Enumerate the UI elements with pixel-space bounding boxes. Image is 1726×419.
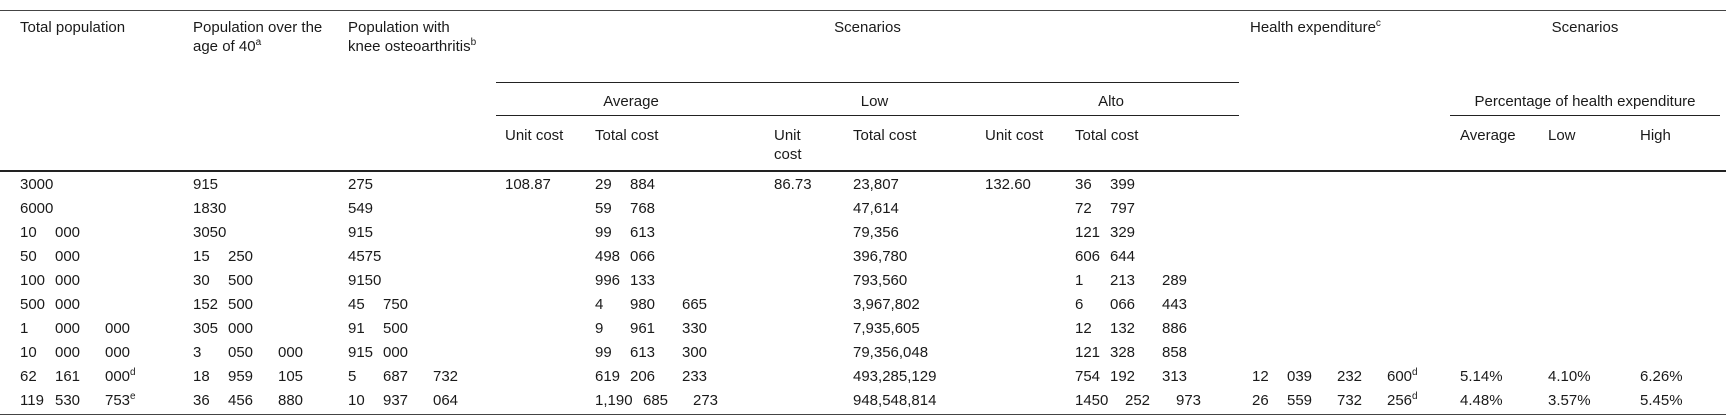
table-row: [0, 343, 1726, 367]
number-group: 559: [1287, 392, 1313, 409]
header-bottom-rule: [0, 170, 1726, 172]
cell-low-total: 793,560: [853, 272, 908, 289]
table-row: [0, 319, 1726, 343]
number-group: 619: [595, 368, 621, 385]
number-group: 328: [1110, 344, 1136, 361]
footnote-marker-c: c: [1375, 18, 1381, 29]
number-group: 30: [193, 272, 210, 289]
number-group: 289: [1162, 272, 1188, 289]
number-group: 161: [55, 368, 81, 385]
number-group: 880: [278, 392, 304, 409]
number-group: 59: [595, 200, 612, 217]
number-group: 500: [20, 296, 46, 313]
number-group: 644: [1110, 248, 1136, 265]
number-group: 613: [630, 344, 656, 361]
number-group: 685: [643, 392, 669, 409]
number-group: 233: [682, 368, 708, 385]
number-group: 99: [595, 344, 612, 361]
cell-low-total: 47,614: [853, 200, 899, 217]
number-group: 000: [55, 320, 81, 337]
number-group: 36: [1075, 176, 1092, 193]
table-row: [0, 271, 1726, 295]
number-group: 050: [228, 344, 254, 361]
header-total-cost-low: Total cost: [853, 127, 917, 144]
number-group: 443: [1162, 296, 1188, 313]
number-group: 119: [20, 392, 44, 409]
number-group: 973: [1176, 392, 1202, 409]
number-group: 72: [1075, 200, 1092, 217]
number-group: 10: [348, 392, 365, 409]
header-scenarios: Scenarios: [834, 19, 901, 36]
footnote-marker-b: b: [470, 37, 477, 48]
pct-group-rule: [1450, 115, 1720, 116]
number-group: 12: [1075, 320, 1092, 337]
header-low: Low: [860, 93, 889, 110]
number-group: 600$^d$: [1387, 367, 1418, 385]
number-group: 6000: [20, 200, 54, 217]
number-group: 732: [433, 368, 459, 385]
number-group: 000: [55, 344, 81, 361]
number-group: 91: [348, 320, 365, 337]
header-pop-over-40-text: Population over the age of 40: [193, 19, 323, 55]
footnote-marker: d: [130, 367, 136, 378]
number-group: 1,190: [595, 392, 633, 409]
number-group: 000: [383, 344, 409, 361]
number-group: 754: [1075, 368, 1101, 385]
number-group: 000: [105, 320, 131, 337]
number-group: 232: [1337, 368, 1363, 385]
number-group: 1: [1075, 272, 1084, 289]
number-group: 192: [1110, 368, 1136, 385]
cell-low-total: 493,285,129: [853, 368, 937, 385]
number-group: 000: [278, 344, 304, 361]
number-group: 330: [682, 320, 708, 337]
number-group: 15: [193, 248, 210, 265]
number-group: 256$^d$: [1387, 391, 1418, 409]
number-group: 206: [630, 368, 656, 385]
cell-low-total: 23,807: [853, 176, 899, 193]
header-unit-cost-average: Unit cost: [505, 127, 564, 144]
number-group: 750: [383, 296, 409, 313]
footnote-marker: d: [1412, 391, 1418, 402]
header-health-expenditure: [1250, 18, 1381, 37]
header-unit-cost-alto: Unit cost: [985, 127, 1044, 144]
table-bottom-rule: [0, 414, 1726, 415]
table-row: [0, 175, 1726, 199]
footnote-marker-a: a: [255, 37, 262, 48]
number-group: 12: [1252, 368, 1269, 385]
number-group: 961: [630, 320, 656, 337]
number-group: 937: [383, 392, 409, 409]
number-group: 99: [595, 224, 612, 241]
number-group: 884: [630, 176, 656, 193]
cell-pct-high: 6.26%: [1640, 368, 1683, 385]
number-group: 313: [1162, 368, 1188, 385]
header-pct-health: Percentage of health expenditure: [1474, 93, 1696, 110]
header-total-cost-alto: Total cost: [1075, 127, 1139, 144]
number-group: 980: [630, 296, 656, 313]
number-group: 1830: [193, 200, 227, 217]
header-pct-high: High: [1640, 127, 1671, 144]
number-group: 000: [55, 272, 81, 289]
cell-pct-average: 5.14%: [1460, 368, 1503, 385]
header-pop-over-40: [193, 18, 333, 56]
cell-pct-low: 3.57%: [1548, 392, 1591, 409]
number-group: 45: [348, 296, 365, 313]
number-group: 305: [193, 320, 219, 337]
number-group: 613: [630, 224, 656, 241]
number-group: 000: [55, 224, 81, 241]
number-group: 797: [1110, 200, 1136, 217]
number-group: 152: [193, 296, 219, 313]
number-group: 549: [348, 200, 374, 217]
number-group: 530: [55, 392, 81, 409]
header-average: Average: [603, 93, 659, 110]
number-group: 915: [348, 344, 374, 361]
header-alto: Alto: [1098, 93, 1124, 110]
scenarios-rule: [496, 82, 1239, 83]
number-group: 3050: [193, 224, 227, 241]
table-row: [0, 199, 1726, 223]
number-group: 665: [682, 296, 708, 313]
table-row: [0, 223, 1726, 247]
table-row: [0, 295, 1726, 319]
number-group: 500: [383, 320, 409, 337]
header-total-population: Total population: [20, 19, 126, 36]
number-group: 10: [20, 224, 37, 241]
number-group: 1450: [1075, 392, 1109, 409]
cell-pct-low: 4.10%: [1548, 368, 1591, 385]
number-group: 273: [693, 392, 719, 409]
number-group: 329: [1110, 224, 1136, 241]
cell-low-total: 948,548,814: [853, 392, 937, 409]
number-group: 915: [348, 224, 374, 241]
number-group: 456: [228, 392, 254, 409]
number-group: 1: [20, 320, 29, 337]
number-group: 250: [228, 248, 254, 265]
header-pct-average: Average: [1460, 127, 1516, 144]
number-group: 275: [348, 176, 374, 193]
header-pop-knee-text: Population with knee osteoarthritis: [348, 19, 471, 55]
number-group: 000: [55, 296, 81, 313]
number-group: 29: [595, 176, 612, 193]
number-group: 121: [1075, 224, 1101, 241]
table-row: [0, 367, 1726, 391]
number-group: 064: [433, 392, 459, 409]
number-group: 886: [1162, 320, 1188, 337]
number-group: 498: [595, 248, 621, 265]
number-group: 915: [193, 176, 219, 193]
header-pct-low: Low: [1548, 127, 1576, 144]
number-group: 687: [383, 368, 409, 385]
header-health-expenditure-text: Health expenditure: [1250, 19, 1376, 36]
cell-low-total: 79,356: [853, 224, 899, 241]
number-group: 252: [1125, 392, 1151, 409]
number-group: 50: [20, 248, 37, 265]
number-group: 18: [193, 368, 210, 385]
number-group: 000: [228, 320, 254, 337]
header-scenarios-right: Scenarios: [1551, 19, 1619, 36]
table-row: [0, 247, 1726, 271]
number-group: 500: [228, 296, 254, 313]
number-group: 105: [278, 368, 304, 385]
number-group: 300: [682, 344, 708, 361]
header-unit-cost-low: Unit cost: [774, 127, 802, 163]
header-pop-knee: [348, 18, 483, 56]
unit-cost-alto: 132.60: [985, 176, 1031, 193]
number-group: 213: [1110, 272, 1136, 289]
number-group: 066: [630, 248, 656, 265]
cell-low-total: 3,967,802: [853, 296, 920, 313]
number-group: 000: [55, 248, 81, 265]
number-group: 132: [1110, 320, 1136, 337]
number-group: 9: [595, 320, 604, 337]
number-group: 606: [1075, 248, 1101, 265]
unit-cost-low: 86.73: [774, 176, 812, 193]
footnote-marker: e: [130, 391, 136, 402]
table-top-rule: [0, 10, 1726, 11]
number-group: 10: [20, 344, 37, 361]
number-group: 62: [20, 368, 37, 385]
number-group: 066: [1110, 296, 1136, 313]
number-group: 500: [228, 272, 254, 289]
number-group: 039: [1287, 368, 1313, 385]
number-group: 996: [595, 272, 621, 289]
header-total-cost-average: Total cost: [595, 127, 659, 144]
number-group: 121: [1075, 344, 1101, 361]
number-group: 3: [193, 344, 202, 361]
number-group: 9150: [348, 272, 382, 289]
scenario-group-rule: [496, 115, 1239, 116]
number-group: 753e: [105, 391, 136, 409]
cell-low-total: 396,780: [853, 248, 908, 265]
cell-pct-high: 5.45%: [1640, 392, 1683, 409]
number-group: 5: [348, 368, 357, 385]
number-group: 4: [595, 296, 604, 313]
number-group: 36: [193, 392, 210, 409]
number-group: 399: [1110, 176, 1136, 193]
number-group: 4575: [348, 248, 382, 265]
number-group: 959: [228, 368, 254, 385]
unit-cost-average: 108.87: [505, 176, 551, 193]
number-group: 6: [1075, 296, 1084, 313]
number-group: 858: [1162, 344, 1188, 361]
number-group: 133: [630, 272, 656, 289]
number-group: 100: [20, 272, 46, 289]
cell-low-total: 7,935,605: [853, 320, 920, 337]
cell-low-total: 79,356,048: [853, 344, 929, 361]
number-group: 3000: [20, 176, 54, 193]
footnote-marker: d: [1412, 367, 1418, 378]
number-group: 000: [105, 344, 131, 361]
table-row: [0, 391, 1726, 415]
number-group: 732: [1337, 392, 1363, 409]
number-group: 000$^d$: [105, 367, 136, 385]
cell-pct-average: 4.48%: [1460, 392, 1503, 409]
number-group: 768: [630, 200, 656, 217]
number-group: 26: [1252, 392, 1269, 409]
